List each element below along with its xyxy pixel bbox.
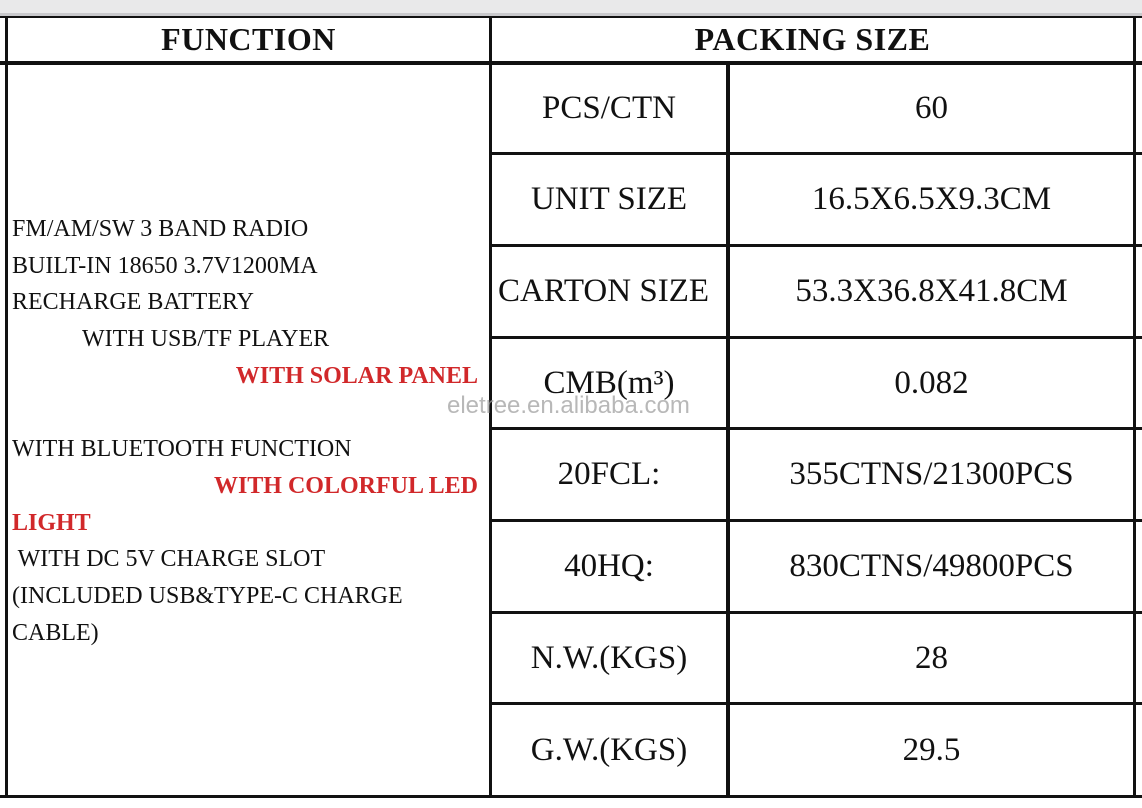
- packing-value-40hq: 830CTNS/49800PCS: [789, 548, 1074, 584]
- packing-label-20fcl: 20FCL:: [557, 456, 661, 492]
- packing-label-carton-size: CARTON SIZE: [498, 273, 710, 309]
- packing-label-cmb: CMB(m³): [543, 364, 675, 401]
- packing-value-20fcl: 355CTNS/21300PCS: [789, 456, 1074, 492]
- watermark-text: eletree.en.alibaba.com: [447, 392, 690, 419]
- function-header: FUNCTION: [161, 21, 336, 57]
- function-line-radio: FM/AM/SW 3 BAND RADIO: [12, 216, 309, 242]
- function-line-dc-charge-slot: WITH DC 5V CHARGE SLOT: [12, 546, 326, 573]
- table-right-border: [1133, 16, 1136, 798]
- function-line-battery-spec: BUILT-IN 18650 3.7V1200MA: [12, 252, 318, 279]
- table-left-border: [5, 16, 8, 798]
- function-line-cable-end: CABLE): [12, 619, 99, 646]
- top-gray-band: [0, 0, 1142, 14]
- table-bottom-border: [0, 795, 1142, 798]
- function-line-solar-panel: WITH SOLAR PANEL: [235, 362, 478, 389]
- function-description: [12, 211, 484, 651]
- packing-value-pcs-ctn: 60: [915, 89, 948, 126]
- function-line-recharge-battery: RECHARGE BATTERY: [12, 289, 255, 316]
- packing-label-gross-weight: G.W.(KGS): [530, 731, 688, 768]
- packing-value-gross-weight: 29.5: [902, 731, 961, 768]
- function-line-light: LIGHT: [12, 509, 91, 536]
- function-line-usb-tf-player: WITH USB/TF PLAYER: [82, 326, 330, 353]
- function-line-colorful-led: WITH COLORFUL LED: [213, 472, 478, 499]
- packing-label-40hq: 40HQ:: [564, 548, 654, 584]
- packing-label-unit-size: UNIT SIZE: [530, 181, 688, 217]
- packing-value-net-weight: 28: [915, 639, 948, 676]
- packing-value-unit-size: 16.5X6.5X9.3CM: [811, 181, 1052, 217]
- function-line-bluetooth: WITH BLUETOOTH FUNCTION: [12, 436, 352, 463]
- packing-value-carton-size: 53.3X36.8X41.8CM: [795, 273, 1068, 309]
- function-line-included-cable: (INCLUDED USB&TYPE-C CHARGE: [12, 583, 403, 610]
- packing-value-cmb: 0.082: [894, 364, 969, 401]
- function-line-spacer: [12, 395, 484, 432]
- packing-label-net-weight: N.W.(KGS): [530, 639, 688, 676]
- packing-label-pcs-ctn: PCS/CTN: [542, 89, 676, 126]
- packing-size-header: PACKING SIZE: [694, 21, 931, 57]
